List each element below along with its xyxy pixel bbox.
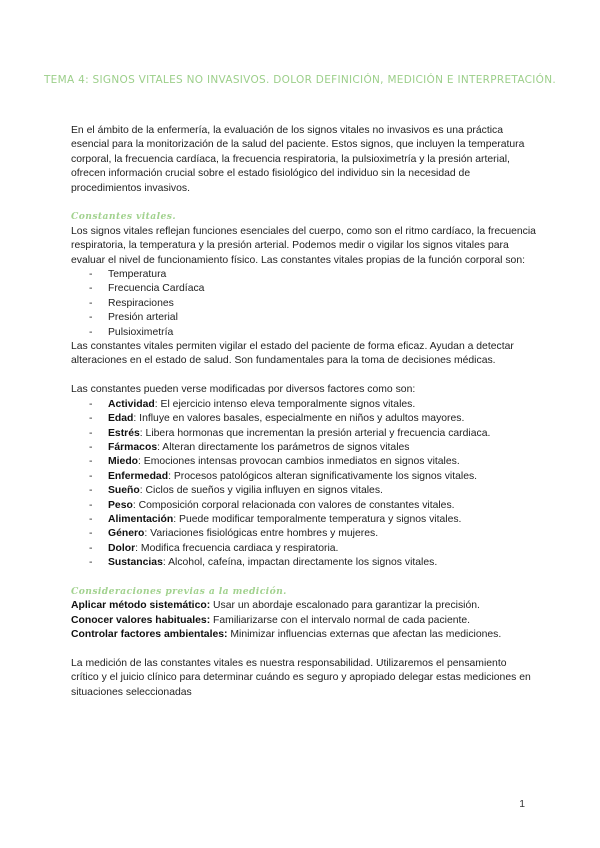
list-item [71,441,537,455]
list-item [71,484,537,498]
factor-term: Actividad [108,398,155,410]
factor-desc: : Alcohol, cafeína, impactan directamente los signos vitales. [162,557,438,569]
list-item: - Respiraciones [71,297,537,311]
consideration-desc: Minimizar influencias externas que afectan las mediciones. [227,629,502,641]
factor-term: Género [108,528,145,540]
factor-desc: : Ciclos de sueños y vigilia influyen en signos vitales. [139,485,383,497]
factor-desc: : Modifica frecuencia cardiaca y respiratoria. [135,542,339,554]
factor-term: Sueño [108,485,140,497]
factor-desc: : El ejercicio intenso eleva temporalmente signos vitales. [154,398,416,410]
factor-desc: : Puede modificar temporalmente temperatura y signos vitales. [173,513,462,525]
list-item [71,470,537,484]
factor-desc: : Procesos patológicos alteran significativamente los signos vitales. [168,470,478,482]
intro-paragraph: En el ámbito de la enfermería, la evaluación de los signos vitales no invasivos es una práctica esencial para la monitorización de la salud del paciente. Estos signos, que incluyen la temperatura corporal, la frecuencia cardíaca, la frecuencia respiratoria, la pulsioximetría y la presión arterial, ofrecen información crucial sobre el estado fisiológico del individuo sin la necesidad de procedimientos invasivos. [71,125,525,194]
list-item [71,398,537,412]
consideration-item [71,614,537,628]
responsibility-paragraph: La medición de las constantes vitales es nuestra responsabilidad. Utilizaremos el pensamiento crítico y el juicio clínico para determinar cuándo es seguro y apropiado delegar estas mediciones en situaciones seleccionadas [71,657,531,698]
list-item [71,499,537,513]
factor-desc: : Libera hormonas que incrementan la presión arterial y frecuencia cardiaca. [139,427,491,439]
section-heading-consideraciones: Consideraciones previas a la medición. [71,585,287,597]
list-item: - Temperatura [71,268,537,282]
list-item: - Presión arterial [71,311,537,325]
constantes-paragraph: Los signos vitales reflejan funciones esenciales del cuerpo, como son el ritmo cardíaco, la frecuencia respiratoria, la temperatura y la presión arterial. Podemos medir o vigilar los signos vitales para evaluar el nivel de funcionamiento físico. Las constantes vitales propias de la función corporal son: [71,225,536,266]
consideration-term: Conocer valores habituales: [71,614,211,626]
page-title: TEMA 4: SIGNOS VITALES NO INVASIVOS. DOLOR DEFINICIÓN, MEDICIÓN E INTERPRETACIÓN. [43,74,557,86]
factor-term: Peso [108,499,133,511]
list-item: - Frecuencia Cardíaca [71,282,537,296]
page-number: 1 [519,799,525,810]
constantes-purpose-paragraph: Las constantes vitales permiten vigilar el estado del paciente de forma eficaz. Ayudan a detectar alteraciones en el estado de salud. Son fundamentales para la toma de decisiones médicas. [71,341,514,367]
factor-term: Fármacos [108,441,158,453]
factors-intro-paragraph: Las constantes pueden verse modificadas por diversos factores como son: [71,384,416,396]
list-item: - Pulsioximetría [71,326,537,340]
vital-signs-list [71,268,537,340]
list-item [71,556,537,570]
consideration-item [71,628,537,642]
list-item [71,542,537,556]
factor-term: Sustancias [108,557,163,569]
factors-list [71,398,537,571]
factor-desc: : Emociones intensas provocan cambios inmediatos en signos vitales. [138,456,460,468]
consideration-term: Aplicar método sistemático: [71,600,211,612]
consideration-term: Controlar factores ambientales: [71,629,228,641]
factor-term: Miedo [108,456,139,468]
list-item [71,412,537,426]
factor-term: Estrés [108,427,140,439]
factor-desc: : Composición corporal relacionada con valores de constantes vitales. [132,499,455,511]
factor-term: Edad [108,413,134,425]
document-body [71,124,537,700]
factor-term: Alimentación [108,513,174,525]
factor-term: Enfermedad [108,470,169,482]
list-item [71,513,537,527]
factor-desc: : Influye en valores basales, especialmente en niños y adultos mayores. [133,413,465,425]
factor-desc: : Alteran directamente los parámetros de signos vitales [157,441,410,453]
consideration-item [71,599,537,613]
consideration-desc: Usar un abordaje escalonado para garantizar la precisión. [210,600,480,612]
factor-desc: : Variaciones fisiológicas entre hombres y mujeres. [144,528,379,540]
list-item [71,455,537,469]
list-item [71,527,537,541]
section-heading-constantes: Constantes vitales. [71,211,176,223]
list-item [71,427,537,441]
factor-term: Dolor [108,542,136,554]
consideration-desc: Familiarizarse con el intervalo normal de cada paciente. [210,614,471,626]
